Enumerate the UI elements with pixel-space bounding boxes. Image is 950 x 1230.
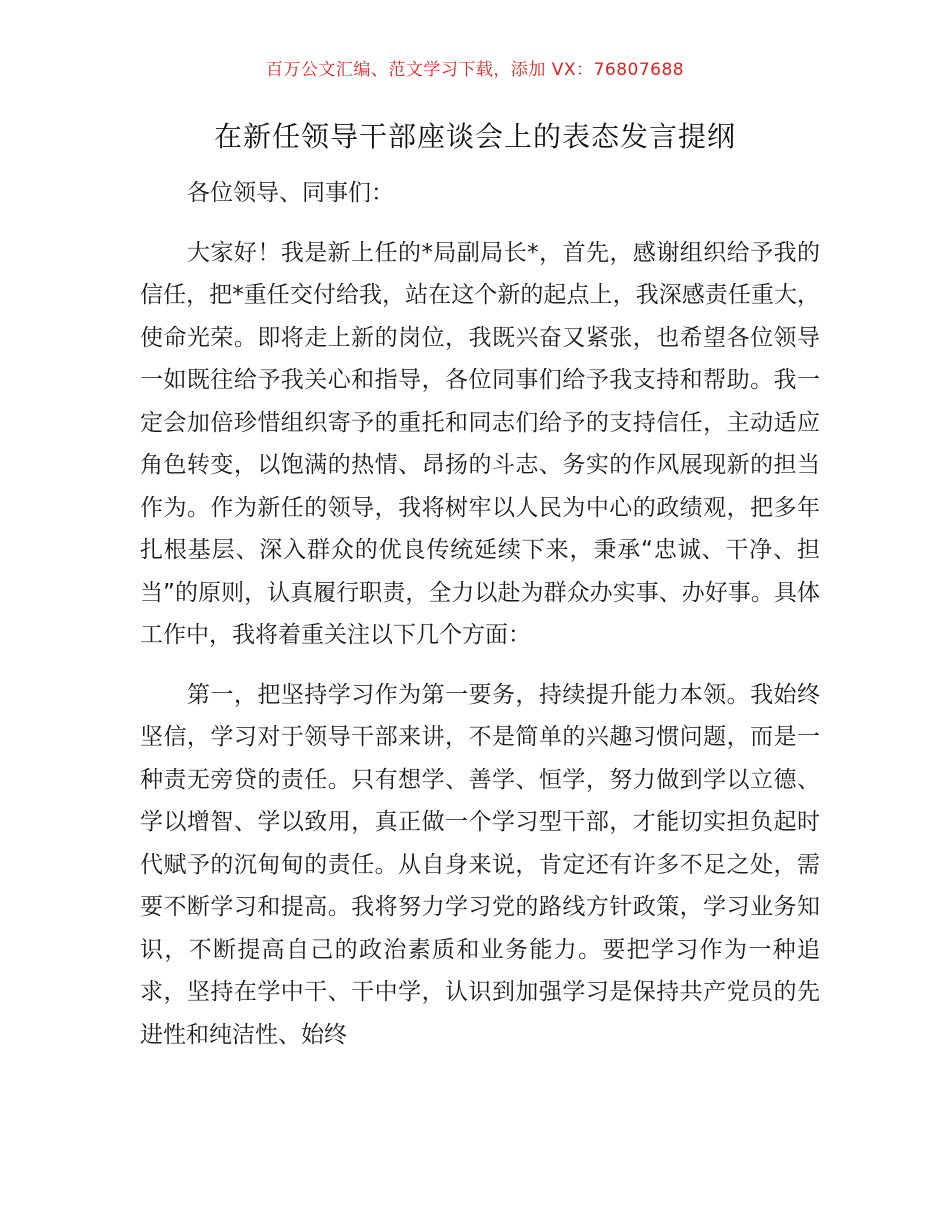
salutation: 各位领导、同事们： bbox=[187, 180, 394, 206]
document-title: 在新任领导干部座谈会上的表态发言提纲 bbox=[213, 120, 736, 153]
paragraph-first-point: 第一，把坚持学习作为第一要务，持续提升能力本领。我始终坚信，学习对于领导干部来讲，不是简单的兴趣习惯问题，而是一种责无旁贷的责任。只有想学、善学、恒学，努力做到学以立德、学以增智、学以致用，真正做一个学习型干部，才能切实担负起时代赋予的沉甸甸的责任。从自身来说，肯定还有许多不足之处，需要不断学习和提高。我将努力学习党的路线方针政策，学习业务知识，不断提高自己的政治素质和业务能力。要把学习作为一种追求，坚持在学中干、干中学，认识到加强学习是保持共产党员的先进性和纯洁性、始终 bbox=[140, 681, 820, 1048]
header-banner: 百万公文汇编、范文学习下载，添加 VX：76807688 bbox=[265, 60, 685, 80]
paragraph-intro: 大家好！我是新上任的*局副局长*，首先，感谢组织给予我的信任，把*重任交付给我，站在这个新的起点上，我深感责任重大，使命光荣。即将走上新的岗位，我既兴奋又紧张，也希望各位领导一如既往给予我关心和指导，各位同事们给予我支持和帮助。我一定会加倍珍惜组织寄予的重托和同志们给予的支持信任，主动适应角色转变，以饱满的热情、昂扬的斗志、务实的作风展现新的担当作为。作为新任的领导，我将树牢以人民为中心的政绩观，把多年扎根基层、深入群众的优良传统延续下来，秉承“忠诚、干净、担当”的原则，认真履行职责，全力以赴为群众办实事、办好事。具体工作中，我将着重关注以下几个方面： bbox=[140, 239, 820, 648]
document-body bbox=[140, 172, 820, 1073]
